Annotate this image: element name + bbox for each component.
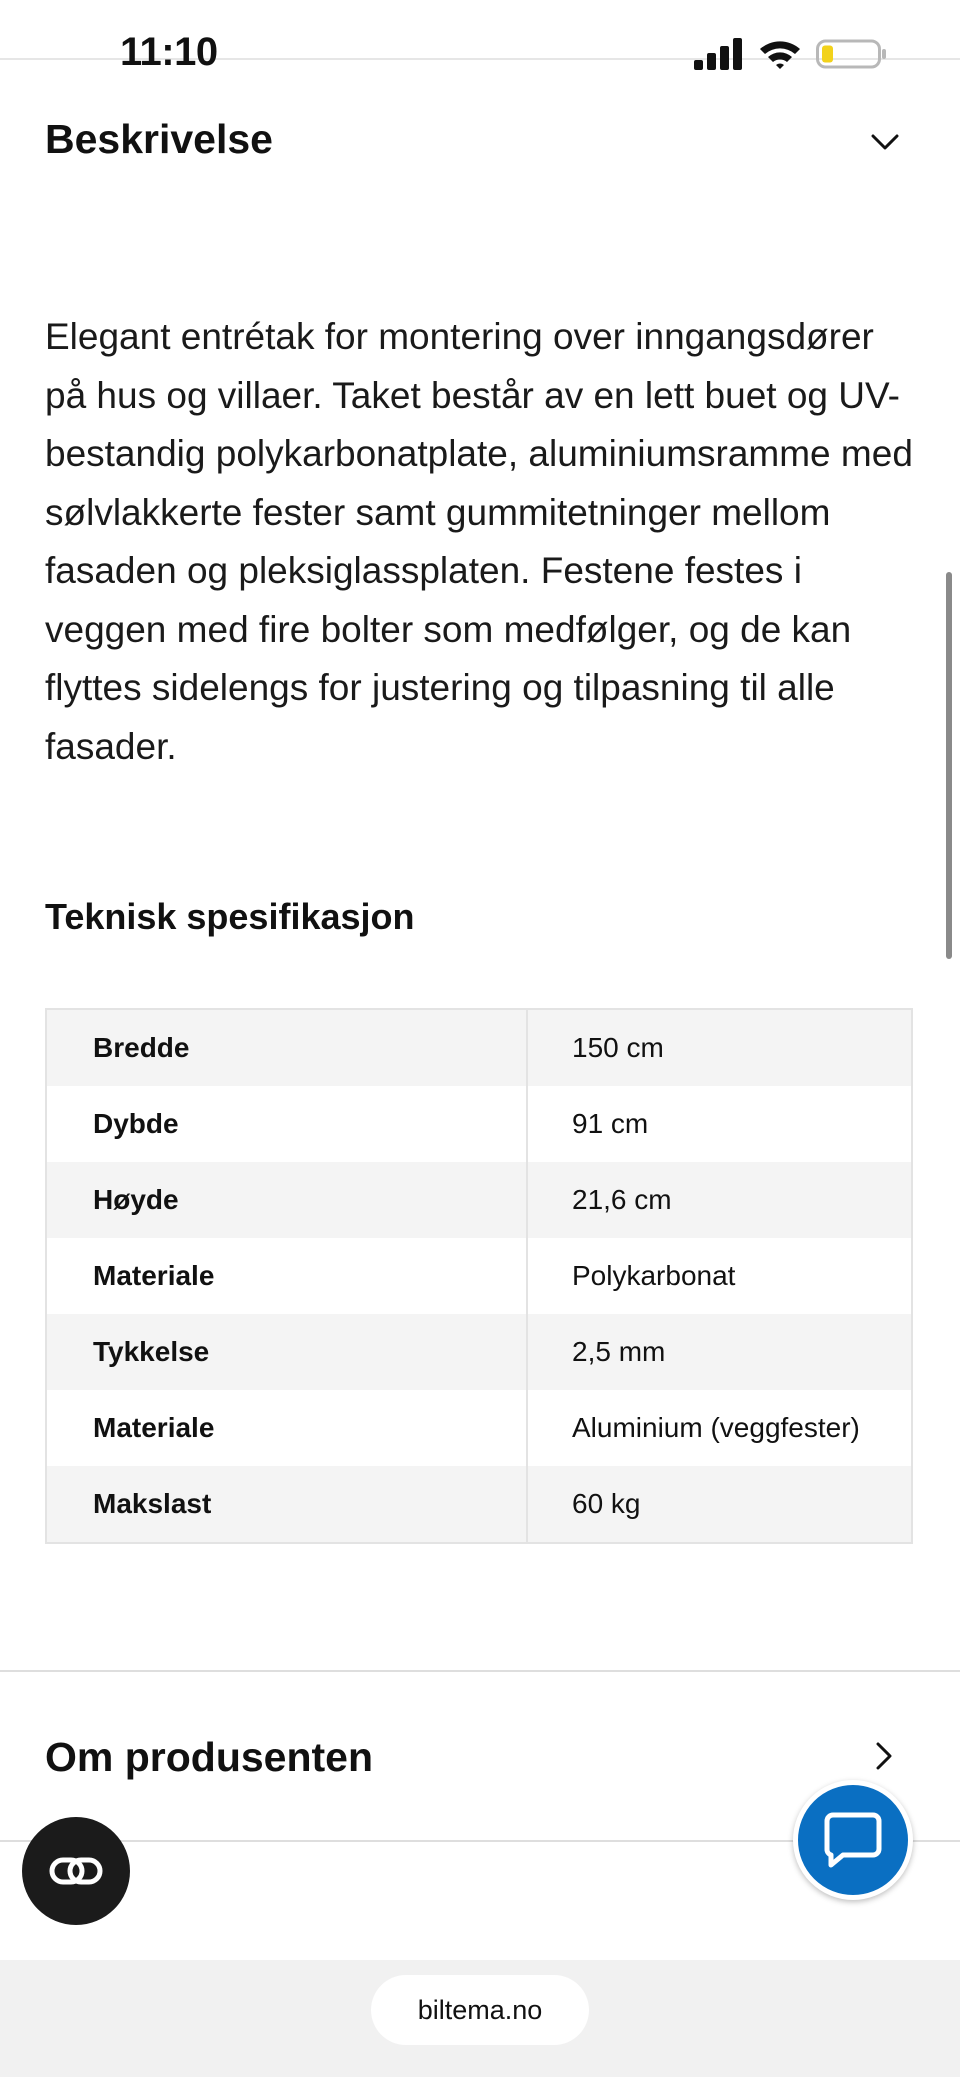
table-row bbox=[46, 1466, 912, 1543]
spec-label: Bredde bbox=[46, 1009, 527, 1086]
battery-icon bbox=[816, 38, 888, 70]
chevron-down-icon[interactable] bbox=[865, 122, 905, 162]
status-time: 11:10 bbox=[120, 30, 218, 74]
chevron-right-icon[interactable] bbox=[868, 1738, 898, 1774]
table-row bbox=[46, 1314, 912, 1390]
scrollbar[interactable] bbox=[946, 572, 952, 959]
url-bar[interactable]: biltema.no bbox=[371, 1975, 589, 2045]
spec-value: 60 kg bbox=[527, 1466, 912, 1543]
manufacturer-title[interactable]: Om produsenten bbox=[45, 1734, 374, 1780]
table-row bbox=[46, 1238, 912, 1314]
description-text: Elegant entrétak for montering over inngangsdører på hus og villaer. Taket består av en lett buet og UV-bestandig polykarbonatplate, aluminiumsramme med sølvlakkerte fester samt gummitetninger mellom fasaden og pleksiglassplaten. Festene festes i veggen med fire bolter som medfølger, og de kan flyttes sidelengs for justering og tilpasning til alle fasader. bbox=[45, 316, 913, 767]
section-divider bbox=[0, 1670, 960, 1672]
chat-button[interactable] bbox=[793, 1780, 913, 1900]
table-row bbox=[46, 1390, 912, 1466]
table-row bbox=[46, 1009, 912, 1086]
spec-label: Tykkelse bbox=[46, 1314, 527, 1390]
spec-label: Dybde bbox=[46, 1086, 527, 1162]
spec-title: Teknisk spesifikasjon bbox=[45, 896, 415, 937]
spec-label: Materiale bbox=[46, 1238, 527, 1314]
spec-label: Høyde bbox=[46, 1162, 527, 1238]
spec-value: 2,5 mm bbox=[527, 1314, 912, 1390]
wifi-icon bbox=[758, 38, 802, 70]
description-title[interactable]: Beskrivelse bbox=[45, 116, 273, 162]
table-row bbox=[46, 1086, 912, 1162]
status-bar bbox=[0, 0, 960, 74]
spec-value: 91 cm bbox=[527, 1086, 912, 1162]
spec-value: Polykarbonat bbox=[527, 1238, 912, 1314]
spec-value: 150 cm bbox=[527, 1009, 912, 1086]
glasses-button[interactable] bbox=[22, 1817, 130, 1925]
status-icons bbox=[694, 38, 888, 70]
spec-value: Aluminium (veggfester) bbox=[527, 1390, 912, 1466]
cellular-signal-icon bbox=[694, 38, 744, 70]
table-row bbox=[46, 1162, 912, 1238]
chat-bubble-icon bbox=[823, 1811, 883, 1869]
spec-label: Makslast bbox=[46, 1466, 527, 1543]
glasses-icon bbox=[48, 1856, 104, 1886]
spec-label: Materiale bbox=[46, 1390, 527, 1466]
spec-table bbox=[45, 1008, 913, 1544]
spec-value: 21,6 cm bbox=[527, 1162, 912, 1238]
